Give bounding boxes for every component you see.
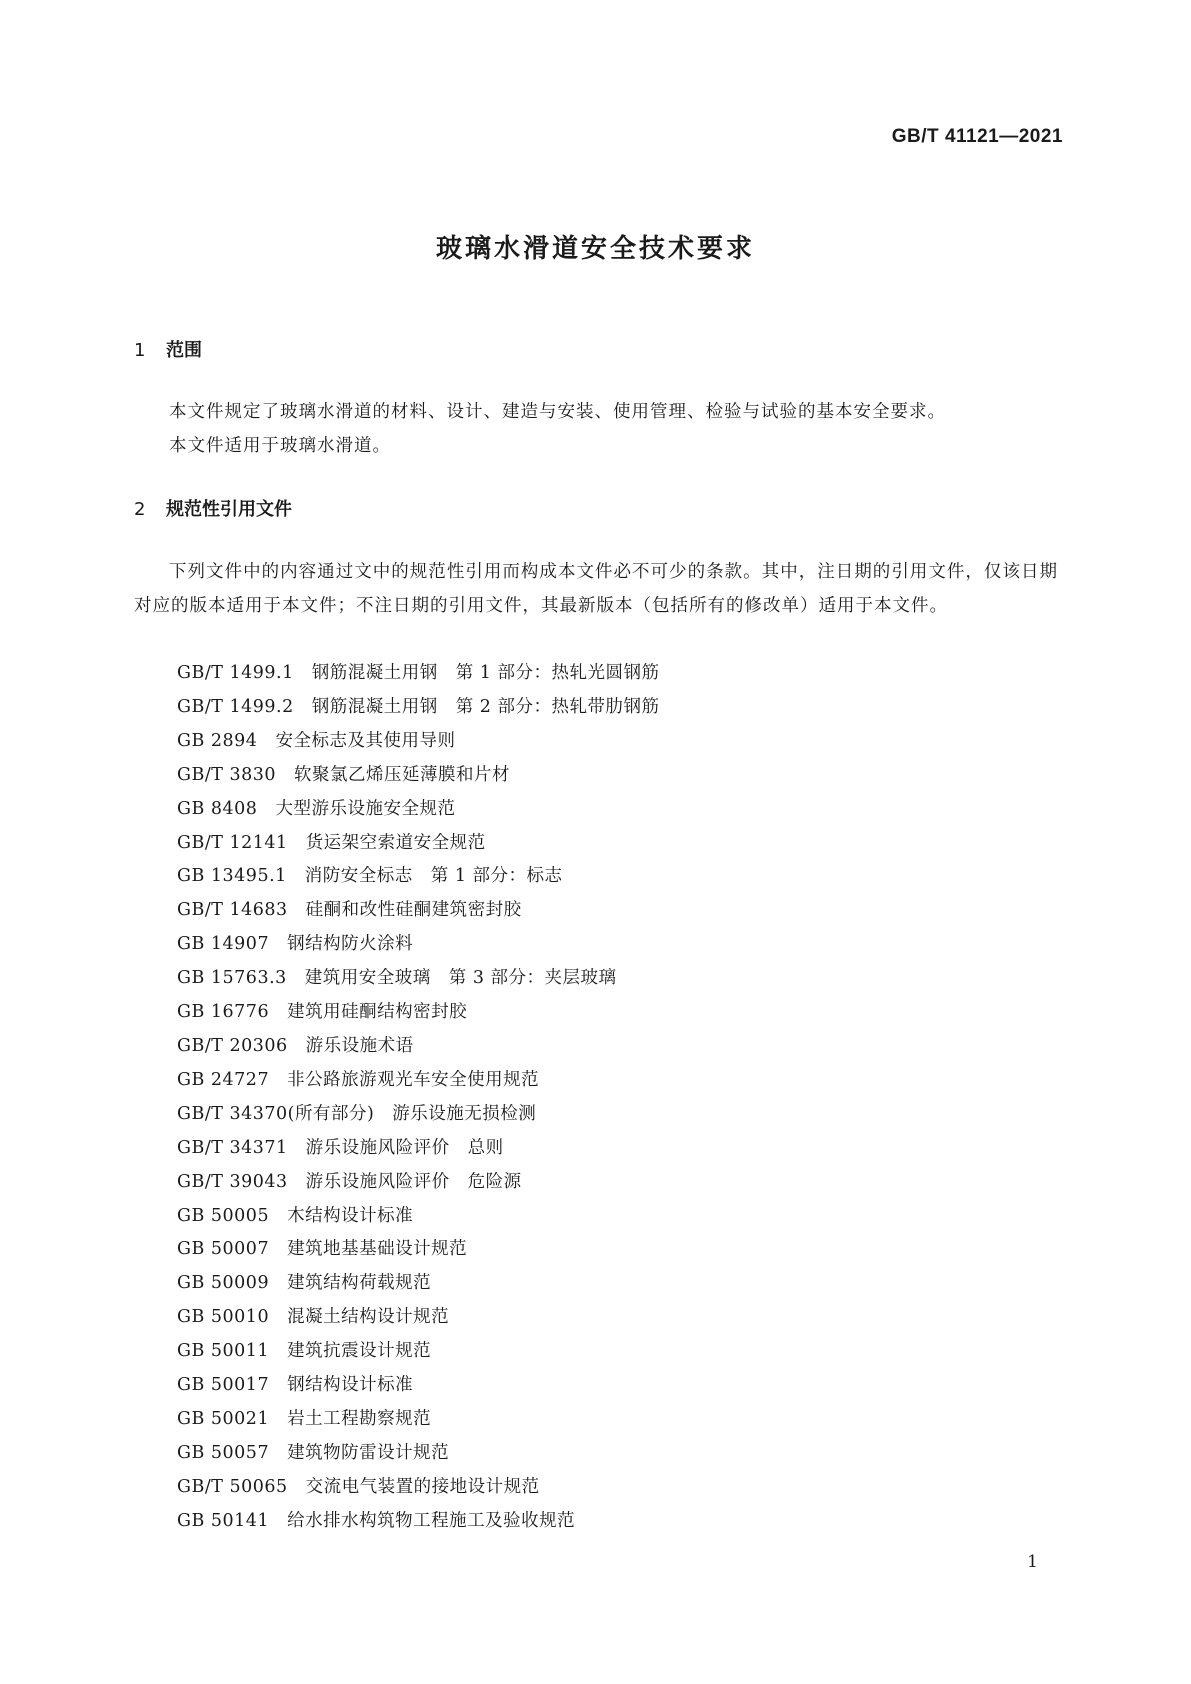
reference-code: GB/T 39043 [177,1171,288,1192]
reference-item [177,894,1057,928]
reference-item [177,691,1057,725]
reference-title: 钢结构防火涂料 [287,934,414,955]
reference-code: GB 50007 [177,1239,270,1260]
reference-title: 建筑用安全玻璃 第 3 部分：夹层玻璃 [304,968,617,989]
paragraph: 本文件规定了玻璃水滑道的材料、设计、建造与安装、使用管理、检验与试验的基本安全要求。 [169,402,946,422]
reference-item [177,1471,1057,1505]
reference-title: 大型游乐设施安全规范 [275,798,456,819]
reference-code: GB/T 34371 [177,1137,288,1158]
reference-code: GB/T 12141 [177,832,288,853]
reference-code: GB/T 20306 [177,1035,288,1056]
reference-title: 建筑物防雷设计规范 [287,1442,450,1463]
reference-item [177,962,1057,996]
reference-title: 软聚氯乙烯压延薄膜和片材 [294,764,511,785]
reference-list [177,657,1057,1539]
reference-code: GB 13495.1 [177,866,287,887]
reference-item [177,1064,1057,1098]
reference-title: 钢结构设计标准 [287,1375,414,1396]
reference-code: GB/T 1499.1 [177,663,294,683]
reference-item [177,793,1057,827]
reference-item [177,1505,1057,1539]
reference-item [177,928,1057,962]
reference-code: GB/T 14683 [177,900,288,921]
section-title: 规范性引用文件 [166,499,292,520]
reference-title: 游乐设施无损检测 [392,1103,537,1124]
reference-item [177,827,1057,861]
reference-code: GB/T 3830 [177,764,277,785]
reference-code: GB/T 50065 [177,1476,288,1497]
reference-item [177,1166,1057,1200]
paragraph: 本文件适用于玻璃水滑道。 [169,436,391,456]
reference-title: 木结构设计标准 [287,1205,414,1226]
reference-code: GB 16776 [177,1002,270,1023]
reference-code: GB 50057 [177,1442,270,1463]
reference-title: 岩土工程勘察规范 [287,1408,432,1429]
reference-item [177,1233,1057,1267]
reference-title: 钢筋混凝土用钢 第 2 部分：热轧带肋钢筋 [311,696,660,717]
reference-item [177,1403,1057,1437]
reference-title: 混凝土结构设计规范 [287,1307,450,1328]
reference-code: GB 15763.3 [177,968,287,989]
standard-number: GB/T 41121—2021 [891,126,1063,147]
reference-item [177,1267,1057,1301]
reference-title: 游乐设施风险评价 总则 [305,1137,504,1158]
reference-item [177,1437,1057,1471]
reference-item [177,860,1057,894]
section-title: 范围 [166,340,202,361]
reference-code: GB 2894 [177,730,258,751]
reference-code: GB/T 34370(所有部分) [177,1103,375,1124]
reference-item [177,1200,1057,1234]
reference-code: GB 50011 [177,1341,270,1362]
reference-item [177,1030,1057,1064]
reference-item [177,759,1057,793]
section-heading-normative-references [134,495,292,521]
reference-item [177,1301,1057,1335]
reference-code: GB 50021 [177,1408,270,1429]
reference-title: 硅酮和改性硅酮建筑密封胶 [305,900,522,921]
section-number: 1 [134,340,146,361]
reference-code: GB 50017 [177,1375,270,1396]
reference-title: 安全标志及其使用导则 [275,730,456,751]
reference-item [177,1369,1057,1403]
reference-item [177,996,1057,1030]
reference-title: 钢筋混凝土用钢 第 1 部分：热轧光圆钢筋 [311,663,660,683]
section-number: 2 [134,499,146,520]
page-number: 1 [1027,1552,1038,1572]
reference-title: 消防安全标志 第 1 部分：标志 [304,866,563,887]
reference-title: 建筑地基基础设计规范 [287,1239,468,1260]
reference-code: GB 50005 [177,1205,270,1226]
section-heading-scope [134,336,202,362]
reference-title: 建筑用硅酮结构密封胶 [287,1002,468,1023]
reference-title: 建筑抗震设计规范 [287,1341,432,1362]
reference-item [177,1098,1057,1132]
reference-item [177,657,1057,691]
reference-code: GB/T 1499.2 [177,696,294,717]
normative-references-intro [134,555,1058,623]
reference-item [177,1335,1057,1369]
reference-code: GB 50009 [177,1273,270,1294]
reference-code: GB 24727 [177,1069,270,1090]
reference-title: 非公路旅游观光车安全使用规范 [287,1069,540,1090]
reference-title: 游乐设施风险评价 危险源 [305,1171,522,1192]
reference-title: 给水排水构筑物工程施工及验收规范 [287,1510,576,1531]
document-title: 玻璃水滑道安全技术要求 [435,234,755,264]
reference-title: 建筑结构荷载规范 [287,1273,432,1294]
reference-title: 货运架空索道安全规范 [305,832,486,853]
reference-title: 游乐设施术语 [305,1035,414,1056]
reference-code: GB 8408 [177,798,258,819]
reference-code: GB 14907 [177,934,270,955]
reference-code: GB 50010 [177,1307,270,1328]
reference-item [177,1132,1057,1166]
reference-item [177,725,1057,759]
paragraph: 下列文件中的内容通过文中的规范性引用而构成本文件必不可少的条款。其中，注日期的引用文件，仅该日期对应的版本适用于本文件；不注日期的引用文件，其最新版本（包括所有的修改单）适用于本文件。 [134,562,1058,616]
reference-title: 交流电气装置的接地设计规范 [305,1476,540,1497]
reference-code: GB 50141 [177,1510,270,1531]
scope-text [134,395,1058,463]
